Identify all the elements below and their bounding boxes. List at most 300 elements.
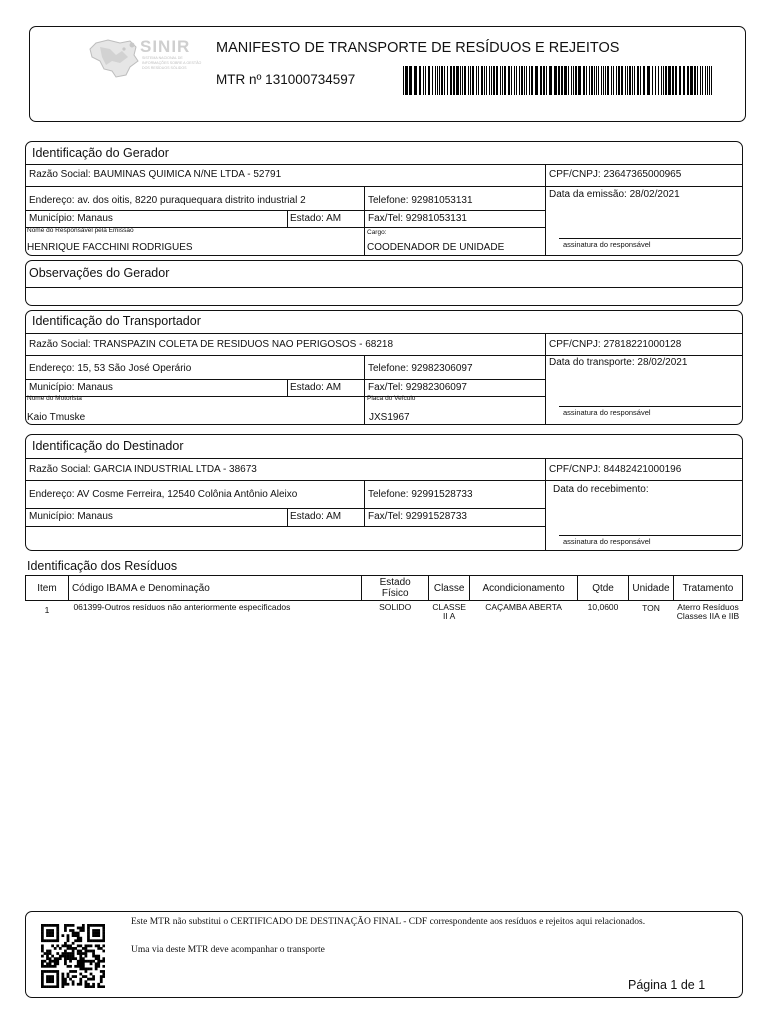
qr-module bbox=[72, 934, 75, 937]
qr-module bbox=[72, 975, 75, 978]
qr-finder-module bbox=[56, 983, 59, 986]
barcode-bar bbox=[652, 66, 653, 95]
qr-module bbox=[82, 929, 85, 932]
barcode-bar bbox=[423, 66, 424, 95]
barcode-bar bbox=[616, 66, 617, 95]
qr-module bbox=[72, 942, 75, 945]
barcode-bar bbox=[697, 66, 698, 95]
qr-finder-module bbox=[44, 939, 47, 942]
qr-module bbox=[79, 973, 82, 976]
barcode-bar bbox=[634, 66, 635, 95]
barcode-bar bbox=[437, 66, 438, 95]
barcode-bar bbox=[647, 66, 650, 95]
col-item: Item bbox=[26, 576, 69, 601]
qr-finder-module bbox=[90, 939, 93, 942]
qr-module bbox=[100, 985, 103, 988]
qr-finder-module bbox=[51, 975, 54, 978]
row-acondicionamento: CAÇAMBA ABERTA bbox=[485, 602, 562, 612]
qr-module bbox=[46, 965, 49, 968]
qr-module bbox=[67, 937, 70, 940]
qr-module bbox=[46, 952, 49, 955]
qr-module bbox=[51, 965, 54, 968]
qr-module bbox=[102, 960, 105, 963]
qr-module bbox=[64, 983, 67, 986]
qr-module bbox=[100, 978, 103, 981]
gerador-assinatura: assinatura do responsável bbox=[563, 240, 651, 249]
qr-finder-module bbox=[56, 970, 59, 973]
qr-module bbox=[67, 934, 70, 937]
qr-finder-module bbox=[49, 939, 52, 942]
qr-module bbox=[102, 973, 105, 976]
qr-module bbox=[54, 947, 57, 950]
barcode-bar bbox=[504, 66, 506, 95]
qr-module bbox=[77, 944, 80, 947]
barcode-bar bbox=[409, 66, 412, 95]
row-codigo: 061399-Outros resíduos não anteriormente especificados bbox=[73, 602, 291, 612]
barcode-bar bbox=[683, 66, 685, 95]
qr-module bbox=[41, 944, 44, 947]
qr-module bbox=[90, 960, 93, 963]
qr-finder-module bbox=[87, 937, 90, 940]
qr-module bbox=[69, 957, 72, 960]
qr-module bbox=[85, 968, 88, 971]
row-item: 1 bbox=[44, 605, 50, 615]
qr-finder-module bbox=[97, 924, 100, 927]
qr-module bbox=[69, 924, 72, 927]
barcode-bar bbox=[428, 66, 430, 95]
qr-module bbox=[79, 950, 82, 953]
qr-module bbox=[56, 962, 59, 965]
gerador-cargo-label: Cargo: bbox=[367, 229, 387, 236]
row-qtde: 10,0600 bbox=[587, 602, 619, 612]
qr-module bbox=[77, 960, 80, 963]
qr-finder-module bbox=[102, 939, 105, 942]
qr-module bbox=[100, 947, 103, 950]
qr-finder-module bbox=[92, 939, 95, 942]
barcode-bar bbox=[658, 66, 659, 95]
barcode-bar bbox=[618, 66, 620, 95]
qr-module bbox=[67, 947, 70, 950]
qr-module bbox=[61, 973, 64, 976]
qr-finder-module bbox=[102, 932, 105, 935]
qr-module bbox=[64, 950, 67, 953]
qr-module bbox=[54, 960, 57, 963]
qr-finder-module bbox=[41, 934, 44, 937]
qr-finder-module bbox=[49, 924, 52, 927]
barcode-bar bbox=[575, 66, 577, 95]
qr-finder-module bbox=[41, 937, 44, 940]
qr-module bbox=[100, 975, 103, 978]
qr-module bbox=[54, 962, 57, 965]
qr-module bbox=[77, 952, 80, 955]
qr-finder-module bbox=[97, 929, 100, 932]
qr-finder-module bbox=[49, 929, 52, 932]
qr-module bbox=[82, 975, 85, 978]
barcode-bar bbox=[558, 66, 560, 95]
qr-module bbox=[92, 978, 95, 981]
transportador-data: Data do transporte: 28/02/2021 bbox=[549, 357, 688, 368]
qr-module bbox=[82, 962, 85, 965]
qr-module bbox=[69, 978, 72, 981]
transportador-title: Identificação do Transportador bbox=[32, 314, 201, 328]
col-classe: Classe bbox=[429, 576, 470, 601]
qr-finder-module bbox=[46, 929, 49, 932]
qr-finder-module bbox=[46, 970, 49, 973]
row-classe-1: CLASSE bbox=[432, 602, 466, 612]
qr-module bbox=[82, 952, 85, 955]
barcode-bar bbox=[484, 66, 485, 95]
qr-module bbox=[72, 950, 75, 953]
barcode-bar bbox=[493, 66, 495, 95]
qr-module bbox=[92, 985, 95, 988]
transportador-endereco: Endereço: 15, 53 São José Operário bbox=[29, 363, 192, 374]
qr-module bbox=[85, 944, 88, 947]
barcode-bar bbox=[655, 66, 656, 95]
qr-module bbox=[61, 985, 64, 988]
qr-module bbox=[74, 965, 77, 968]
barcode-bar bbox=[456, 66, 459, 95]
qr-module bbox=[87, 968, 90, 971]
qr-module bbox=[100, 980, 103, 983]
barcode-bar bbox=[472, 66, 474, 95]
qr-module bbox=[59, 947, 62, 950]
barcode-bar bbox=[679, 66, 681, 95]
qr-finder-module bbox=[41, 929, 44, 932]
qr-module bbox=[97, 983, 100, 986]
qr-module bbox=[79, 983, 82, 986]
gerador-title: Identificação do Gerador bbox=[32, 146, 169, 160]
barcode-bar bbox=[549, 66, 552, 95]
qr-finder-module bbox=[49, 985, 52, 988]
qr-module bbox=[67, 952, 70, 955]
barcode-bar bbox=[613, 66, 614, 95]
gerador-telefone: Telefone: 92981053131 bbox=[368, 195, 473, 206]
barcode-bar bbox=[601, 66, 602, 95]
qr-module bbox=[69, 929, 72, 932]
qr-finder-module bbox=[87, 932, 90, 935]
barcode-bar bbox=[435, 66, 436, 95]
qr-module bbox=[95, 962, 98, 965]
qr-module bbox=[79, 965, 82, 968]
barcode-bar bbox=[444, 66, 445, 95]
qr-module bbox=[64, 980, 67, 983]
qr-finder-module bbox=[41, 924, 44, 927]
barcode-bar bbox=[711, 66, 712, 95]
barcode-bar bbox=[640, 66, 641, 95]
destinador-cnpj: CPF/CNPJ: 84482421000196 bbox=[549, 464, 682, 475]
qr-module bbox=[69, 952, 72, 955]
qr-finder-module bbox=[92, 932, 95, 935]
qr-finder-module bbox=[92, 924, 95, 927]
qr-finder-module bbox=[56, 978, 59, 981]
qr-finder-module bbox=[97, 934, 100, 937]
qr-module bbox=[64, 927, 67, 930]
qr-module bbox=[72, 947, 75, 950]
col-tratamento: Tratamento bbox=[673, 576, 742, 601]
barcode-bar bbox=[690, 66, 693, 95]
qr-finder-module bbox=[46, 924, 49, 927]
barcode-bar bbox=[489, 66, 490, 95]
qr-module bbox=[90, 978, 93, 981]
qr-module bbox=[79, 955, 82, 958]
qr-module bbox=[74, 934, 77, 937]
qr-finder-module bbox=[51, 934, 54, 937]
destinador-telefone: Telefone: 92991528733 bbox=[368, 489, 473, 500]
gerador-razao-social: Razão Social: BAUMINAS QUIMICA N/NE LTDA - 52791 bbox=[29, 169, 282, 180]
qr-module bbox=[85, 950, 88, 953]
qr-module bbox=[102, 975, 105, 978]
qr-module bbox=[79, 952, 82, 955]
qr-module bbox=[67, 944, 70, 947]
qr-module bbox=[77, 934, 80, 937]
barcode-bar bbox=[564, 66, 567, 95]
qr-module bbox=[97, 985, 100, 988]
qr-module bbox=[64, 952, 67, 955]
residuos-table bbox=[25, 575, 743, 623]
qr-module bbox=[67, 957, 70, 960]
qr-finder-module bbox=[92, 934, 95, 937]
barcode-bar bbox=[535, 66, 538, 95]
qr-module bbox=[51, 955, 54, 958]
qr-module bbox=[100, 970, 103, 973]
qr-module bbox=[69, 970, 72, 973]
qr-module bbox=[82, 965, 85, 968]
qr-finder-module bbox=[49, 932, 52, 935]
barcode-bar bbox=[524, 66, 525, 95]
barcode-bar bbox=[596, 66, 597, 95]
qr-module bbox=[72, 929, 75, 932]
destinador-title: Identificação do Destinador bbox=[32, 439, 184, 453]
barcode-bar bbox=[611, 66, 612, 95]
qr-module bbox=[87, 983, 90, 986]
barcode-bar bbox=[625, 66, 626, 95]
qr-module bbox=[64, 955, 67, 958]
barcode-bar bbox=[508, 66, 510, 95]
qr-module bbox=[82, 947, 85, 950]
qr-module bbox=[64, 944, 67, 947]
qr-finder-module bbox=[56, 927, 59, 930]
barcode-bar bbox=[450, 66, 452, 95]
qr-module bbox=[97, 957, 100, 960]
qr-finder-module bbox=[97, 939, 100, 942]
gerador-fax: Fax/Tel: 92981053131 bbox=[368, 213, 467, 224]
destinador-fax: Fax/Tel: 92991528733 bbox=[368, 511, 467, 522]
transportador-cnpj: CPF/CNPJ: 27818221000128 bbox=[549, 339, 682, 350]
qr-module bbox=[51, 944, 54, 947]
qr-module bbox=[79, 968, 82, 971]
qr-finder-module bbox=[56, 973, 59, 976]
barcode-bar bbox=[571, 66, 572, 95]
barcode-bar bbox=[486, 66, 487, 95]
qr-finder-module bbox=[49, 934, 52, 937]
transportador-telefone: Telefone: 92982306097 bbox=[368, 363, 473, 374]
qr-module bbox=[95, 965, 98, 968]
qr-module bbox=[85, 975, 88, 978]
qr-finder-module bbox=[46, 934, 49, 937]
observacoes-title: Observações do Gerador bbox=[29, 266, 170, 280]
barcode-bar bbox=[460, 66, 461, 95]
qr-module bbox=[61, 983, 64, 986]
qr-module bbox=[77, 983, 80, 986]
row-tratamento-2: Classes IIA e IIB bbox=[676, 611, 740, 621]
qr-module bbox=[54, 965, 57, 968]
barcode-bar bbox=[668, 66, 671, 95]
qr-finder-module bbox=[56, 975, 59, 978]
qr-module bbox=[85, 947, 88, 950]
qr-finder-module bbox=[56, 937, 59, 940]
qr-module bbox=[79, 960, 82, 963]
qr-module bbox=[102, 944, 105, 947]
qr-module bbox=[61, 978, 64, 981]
qr-module bbox=[41, 965, 44, 968]
logo-subtext-1: SISTEMA NACIONAL DE bbox=[142, 56, 183, 60]
barcode-bar bbox=[531, 66, 533, 95]
barcode-bar bbox=[540, 66, 542, 95]
qr-module bbox=[90, 985, 93, 988]
qr-module bbox=[87, 985, 90, 988]
qr-module bbox=[102, 985, 105, 988]
qr-finder-module bbox=[56, 924, 59, 927]
qr-module bbox=[90, 962, 93, 965]
qr-finder-module bbox=[54, 970, 57, 973]
qr-finder-module bbox=[95, 929, 98, 932]
qr-module bbox=[61, 980, 64, 983]
qr-finder-module bbox=[90, 924, 93, 927]
qr-finder-module bbox=[87, 934, 90, 937]
footer-note-2: Uma via deste MTR deve acompanhar o transporte bbox=[131, 945, 325, 955]
qr-module bbox=[74, 932, 77, 935]
qr-module bbox=[85, 955, 88, 958]
qr-module bbox=[56, 944, 59, 947]
barcode-bar bbox=[529, 66, 530, 95]
qr-module bbox=[44, 960, 47, 963]
barcode-bar bbox=[705, 66, 706, 95]
qr-module bbox=[95, 968, 98, 971]
col-acondicionamento: Acondicionamento bbox=[470, 576, 578, 601]
qr-finder-module bbox=[41, 983, 44, 986]
qr-module bbox=[85, 960, 88, 963]
barcode-bar bbox=[414, 66, 417, 95]
barcode-bar bbox=[496, 66, 498, 95]
transportador-motorista: Kaio Tmuske bbox=[27, 412, 86, 423]
qr-module bbox=[46, 950, 49, 953]
transportador-estado: Estado: AM bbox=[290, 382, 342, 393]
qr-finder-module bbox=[51, 924, 54, 927]
qr-module bbox=[77, 932, 80, 935]
qr-module bbox=[95, 955, 98, 958]
barcode-bar bbox=[447, 66, 448, 95]
barcode-bar bbox=[694, 66, 696, 95]
qr-module bbox=[100, 960, 103, 963]
qr-module bbox=[77, 927, 80, 930]
row-tratamento bbox=[673, 601, 742, 624]
qr-module bbox=[61, 934, 64, 937]
transportador-motorista-label: Nome do Motorista bbox=[27, 395, 82, 402]
barcode-bar bbox=[516, 66, 517, 95]
qr-module bbox=[41, 950, 44, 953]
qr-finder-module bbox=[51, 939, 54, 942]
qr-module bbox=[77, 962, 80, 965]
barcode-bar bbox=[675, 66, 677, 95]
logo-text: SINIR bbox=[140, 37, 191, 56]
qr-module bbox=[82, 957, 85, 960]
gerador-responsavel-label: Nome do Responsável pela Emissão bbox=[27, 227, 134, 234]
qr-module bbox=[74, 947, 77, 950]
qr-finder-module bbox=[51, 929, 54, 932]
qr-module bbox=[67, 983, 70, 986]
qr-module bbox=[69, 944, 72, 947]
qr-finder-module bbox=[54, 924, 57, 927]
qr-module bbox=[67, 973, 70, 976]
qr-module bbox=[49, 960, 52, 963]
qr-module bbox=[44, 965, 47, 968]
qr-finder-module bbox=[56, 980, 59, 983]
gerador-responsavel: HENRIQUE FACCHINI RODRIGUES bbox=[27, 242, 193, 253]
barcode-bar bbox=[643, 66, 645, 95]
qr-finder-module bbox=[95, 924, 98, 927]
qr-finder-module bbox=[92, 929, 95, 932]
qr-module bbox=[72, 952, 75, 955]
barcode-bar bbox=[594, 66, 595, 95]
gerador-data-emissao: Data da emissão: 28/02/2021 bbox=[549, 189, 680, 200]
qr-module bbox=[67, 955, 70, 958]
qr-module bbox=[87, 950, 90, 953]
barcode-bar bbox=[702, 66, 703, 95]
qr-finder-module bbox=[95, 932, 98, 935]
qr-module bbox=[79, 957, 82, 960]
qr-finder-module bbox=[102, 924, 105, 927]
qr-module bbox=[82, 968, 85, 971]
qr-module bbox=[79, 927, 82, 930]
barcode-bar bbox=[561, 66, 563, 95]
barcode-bar bbox=[709, 66, 710, 95]
qr-module bbox=[87, 960, 90, 963]
qr-module bbox=[79, 937, 82, 940]
qr-module bbox=[90, 968, 93, 971]
qr-finder-module bbox=[56, 929, 59, 932]
qr-module bbox=[97, 947, 100, 950]
barcode-bar bbox=[663, 66, 664, 95]
qr-module bbox=[64, 962, 67, 965]
residuos-title: Identificação dos Resíduos bbox=[27, 559, 178, 573]
qr-finder-module bbox=[46, 980, 49, 983]
qr-module bbox=[97, 955, 100, 958]
logo-subtext-2: INFORMAÇÕES SOBRE A GESTÃO bbox=[142, 61, 202, 65]
qr-finder-module bbox=[41, 970, 44, 973]
qr-module bbox=[72, 955, 75, 958]
qr-module bbox=[92, 960, 95, 963]
barcode-bar bbox=[502, 66, 503, 95]
qr-module bbox=[79, 980, 82, 983]
destinador-razao-social: Razão Social: GARCIA INDUSTRIAL LTDA - 38673 bbox=[29, 464, 257, 475]
qr-module bbox=[92, 983, 95, 986]
qr-module bbox=[56, 957, 59, 960]
barcode-bar bbox=[605, 66, 606, 95]
qr-module bbox=[69, 965, 72, 968]
col-unidade: Unidade bbox=[629, 576, 674, 601]
qr-module bbox=[61, 944, 64, 947]
qr-finder-module bbox=[102, 929, 105, 932]
qr-module bbox=[74, 975, 77, 978]
page-title: MANIFESTO DE TRANSPORTE DE RESÍDUOS E REJEITOS bbox=[216, 40, 620, 56]
barcode-bar bbox=[500, 66, 501, 95]
barcode-bar bbox=[468, 66, 469, 95]
qr-module bbox=[102, 970, 105, 973]
barcode-bar bbox=[573, 66, 574, 95]
barcode-bar bbox=[707, 66, 708, 95]
qr-module bbox=[95, 944, 98, 947]
gerador-endereco: Endereço: av. dos oitis, 8220 puraquequara distrito industrial 2 bbox=[29, 195, 306, 206]
